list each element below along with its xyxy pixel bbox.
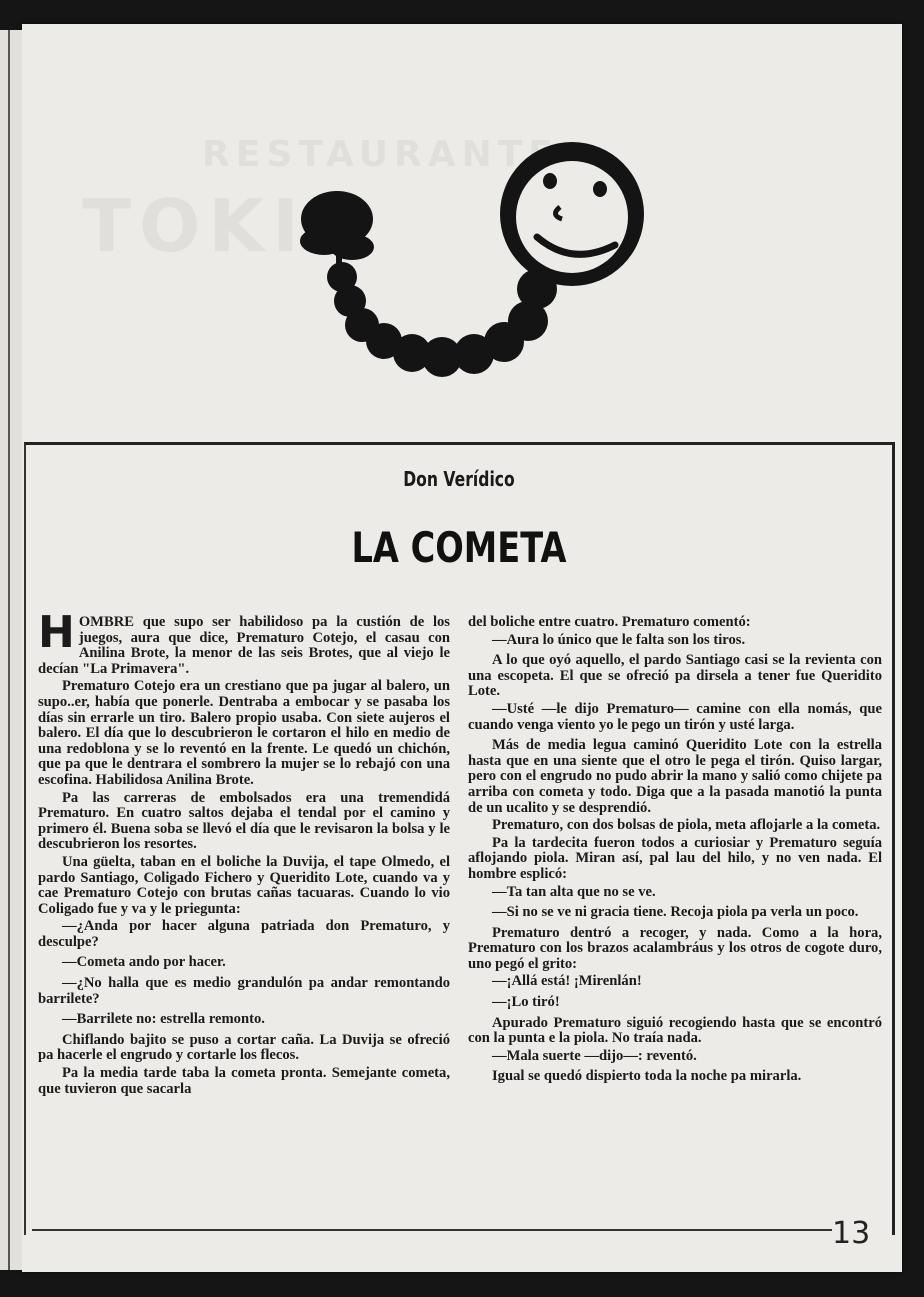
article-frame [24, 442, 895, 1235]
paragraph: —¡Lo tiró! [492, 994, 560, 1011]
paragraph: Prematuro dentró a recoger, y nada. Como a la hora, Prematuro con los brazos acalambráus y los otros de cogote duro, uno pegó el grito: [468, 924, 882, 972]
paragraph: —¿Anda por hacer alguna patriada don Prematuro, y desculpe? [38, 918, 450, 950]
paragraph: Más de media legua caminó Queridito Lote con la estrella hasta que en una siente que el otro le pega el tirón. Quiso largar, pero con el engrudo no pudo abrir la mano y salió como chijete pa arriba con cometa y todo. Diga que a la pasada manotió la punta de un ucalito y se desprendió. [468, 737, 882, 816]
paragraph: HOMBRE que supo ser habilidoso pa la custión de los juegos, aura que dice, Prematuro Cotejo, el casau con Anilina Brote, la menor de las seis Brotes, que al viejo le decían "La Primavera". [38, 607, 450, 677]
paragraph: Apurado Prematuro siguió recogiendo hasta que se encontró con la punta e la piola. No traía nada. [468, 1014, 882, 1047]
article-column-right [468, 615, 882, 1087]
paragraph: —Cometa ando por hacer. [62, 954, 226, 971]
drop-cap: H [38, 607, 75, 658]
paragraph: —Usté —le dijo Prematuro— camine con ella nomás, que cuando venga viento yo le pego un tirón y usté larga. [468, 700, 882, 733]
paragraph: —Si no se ve ni gracia tiene. Recoja piola pa verla un poco. [492, 904, 859, 921]
paragraph: —Barrilete no: estrella remonto. [62, 1011, 265, 1028]
paragraph: del boliche entre cuatro. Prematuro comentó: [468, 614, 751, 630]
paragraph: Pa la media tarde taba la cometa pronta. Semejante cometa, que tuvieron que sacarla [38, 1065, 450, 1097]
paragraph: Una güelta, taban en el boliche la Duvija, el tape Olmedo, el pardo Santiago, Coligado Fichero y Queridito Lote, cuando va y cae Prematuro Cotejo con brutas cañas tacuaras. Cuando lo vio Coligado fue y va y le priegunta: [38, 853, 450, 917]
page-number: 13 [832, 1216, 871, 1251]
paragraph: Igual se quedó dispierto toda la noche pa mirarla. [492, 1068, 802, 1085]
magazine-page [22, 24, 902, 1272]
article-author: Don Verídico [403, 467, 515, 491]
paragraph: Prematuro Cotejo era un crestiano que pa jugar al balero, un supo..er, había que ponerle. Dentraba a embocar y se pasaba los días sin errarle un tiro. Balero propio usaba. Con siete aujeros el balero. El día que lo descubrieron le cortaron el hilo en medio de una redoblona y se lo reventó en la frente. Le quedó un chichón, que pa que le dentrara el sombrero la mujer se lo rebajó con una escofina. Habilidosa Anilina Brote. [38, 678, 450, 788]
paragraph: —Mala suerte —dijo—: reventó. [492, 1047, 697, 1064]
paragraph: —Ta tan alta que no se ve. [492, 883, 656, 900]
paragraph: Prematuro, con dos bolsas de piola, meta aflojarle a la cometa. [492, 817, 881, 834]
facing-page-edge [0, 30, 22, 1270]
paragraph: Pa las carreras de embolsados era una tremendidá Prematuro. En cuatro saltos dejaba el tendal por el camino y primero él. Buena soba se llevó el día que le revisaron la bolsa y le descubrieron los resortes. [38, 789, 450, 853]
footer-rule [32, 1229, 832, 1231]
paragraph: —¡Allá está! ¡Mirenlán! [492, 973, 642, 990]
article-title: LA COMETA [351, 523, 567, 572]
paragraph: A lo que oyó aquello, el pardo Santiago casi se la revienta con una escopeta. El que se ofreció pa dirsela a tener fue Queridito Lote. [468, 652, 882, 700]
paragraph: Pa la tardecita fueron todos a curiosiar y Prematuro seguía aflojando piola. Miran así, pal lau del hilo, y no ven nada. El hombre esplicó: [468, 834, 882, 882]
paragraph: —¿No halla que es medio grandulón pa andar remontando barrilete? [38, 975, 450, 1007]
article-column-left [38, 607, 450, 1099]
paragraph: —Aura lo único que le falta son los tiros. [492, 631, 746, 648]
paragraph: Chiflando bajito se puso a cortar caña. La Duvija se ofreció pa hacerle el engrudo y cortarle los flecos. [38, 1031, 450, 1064]
child-drawing-sun-kite-illustration [292, 129, 672, 394]
bleed-through-ad: RESTAURANTE TOKI [82, 134, 559, 268]
